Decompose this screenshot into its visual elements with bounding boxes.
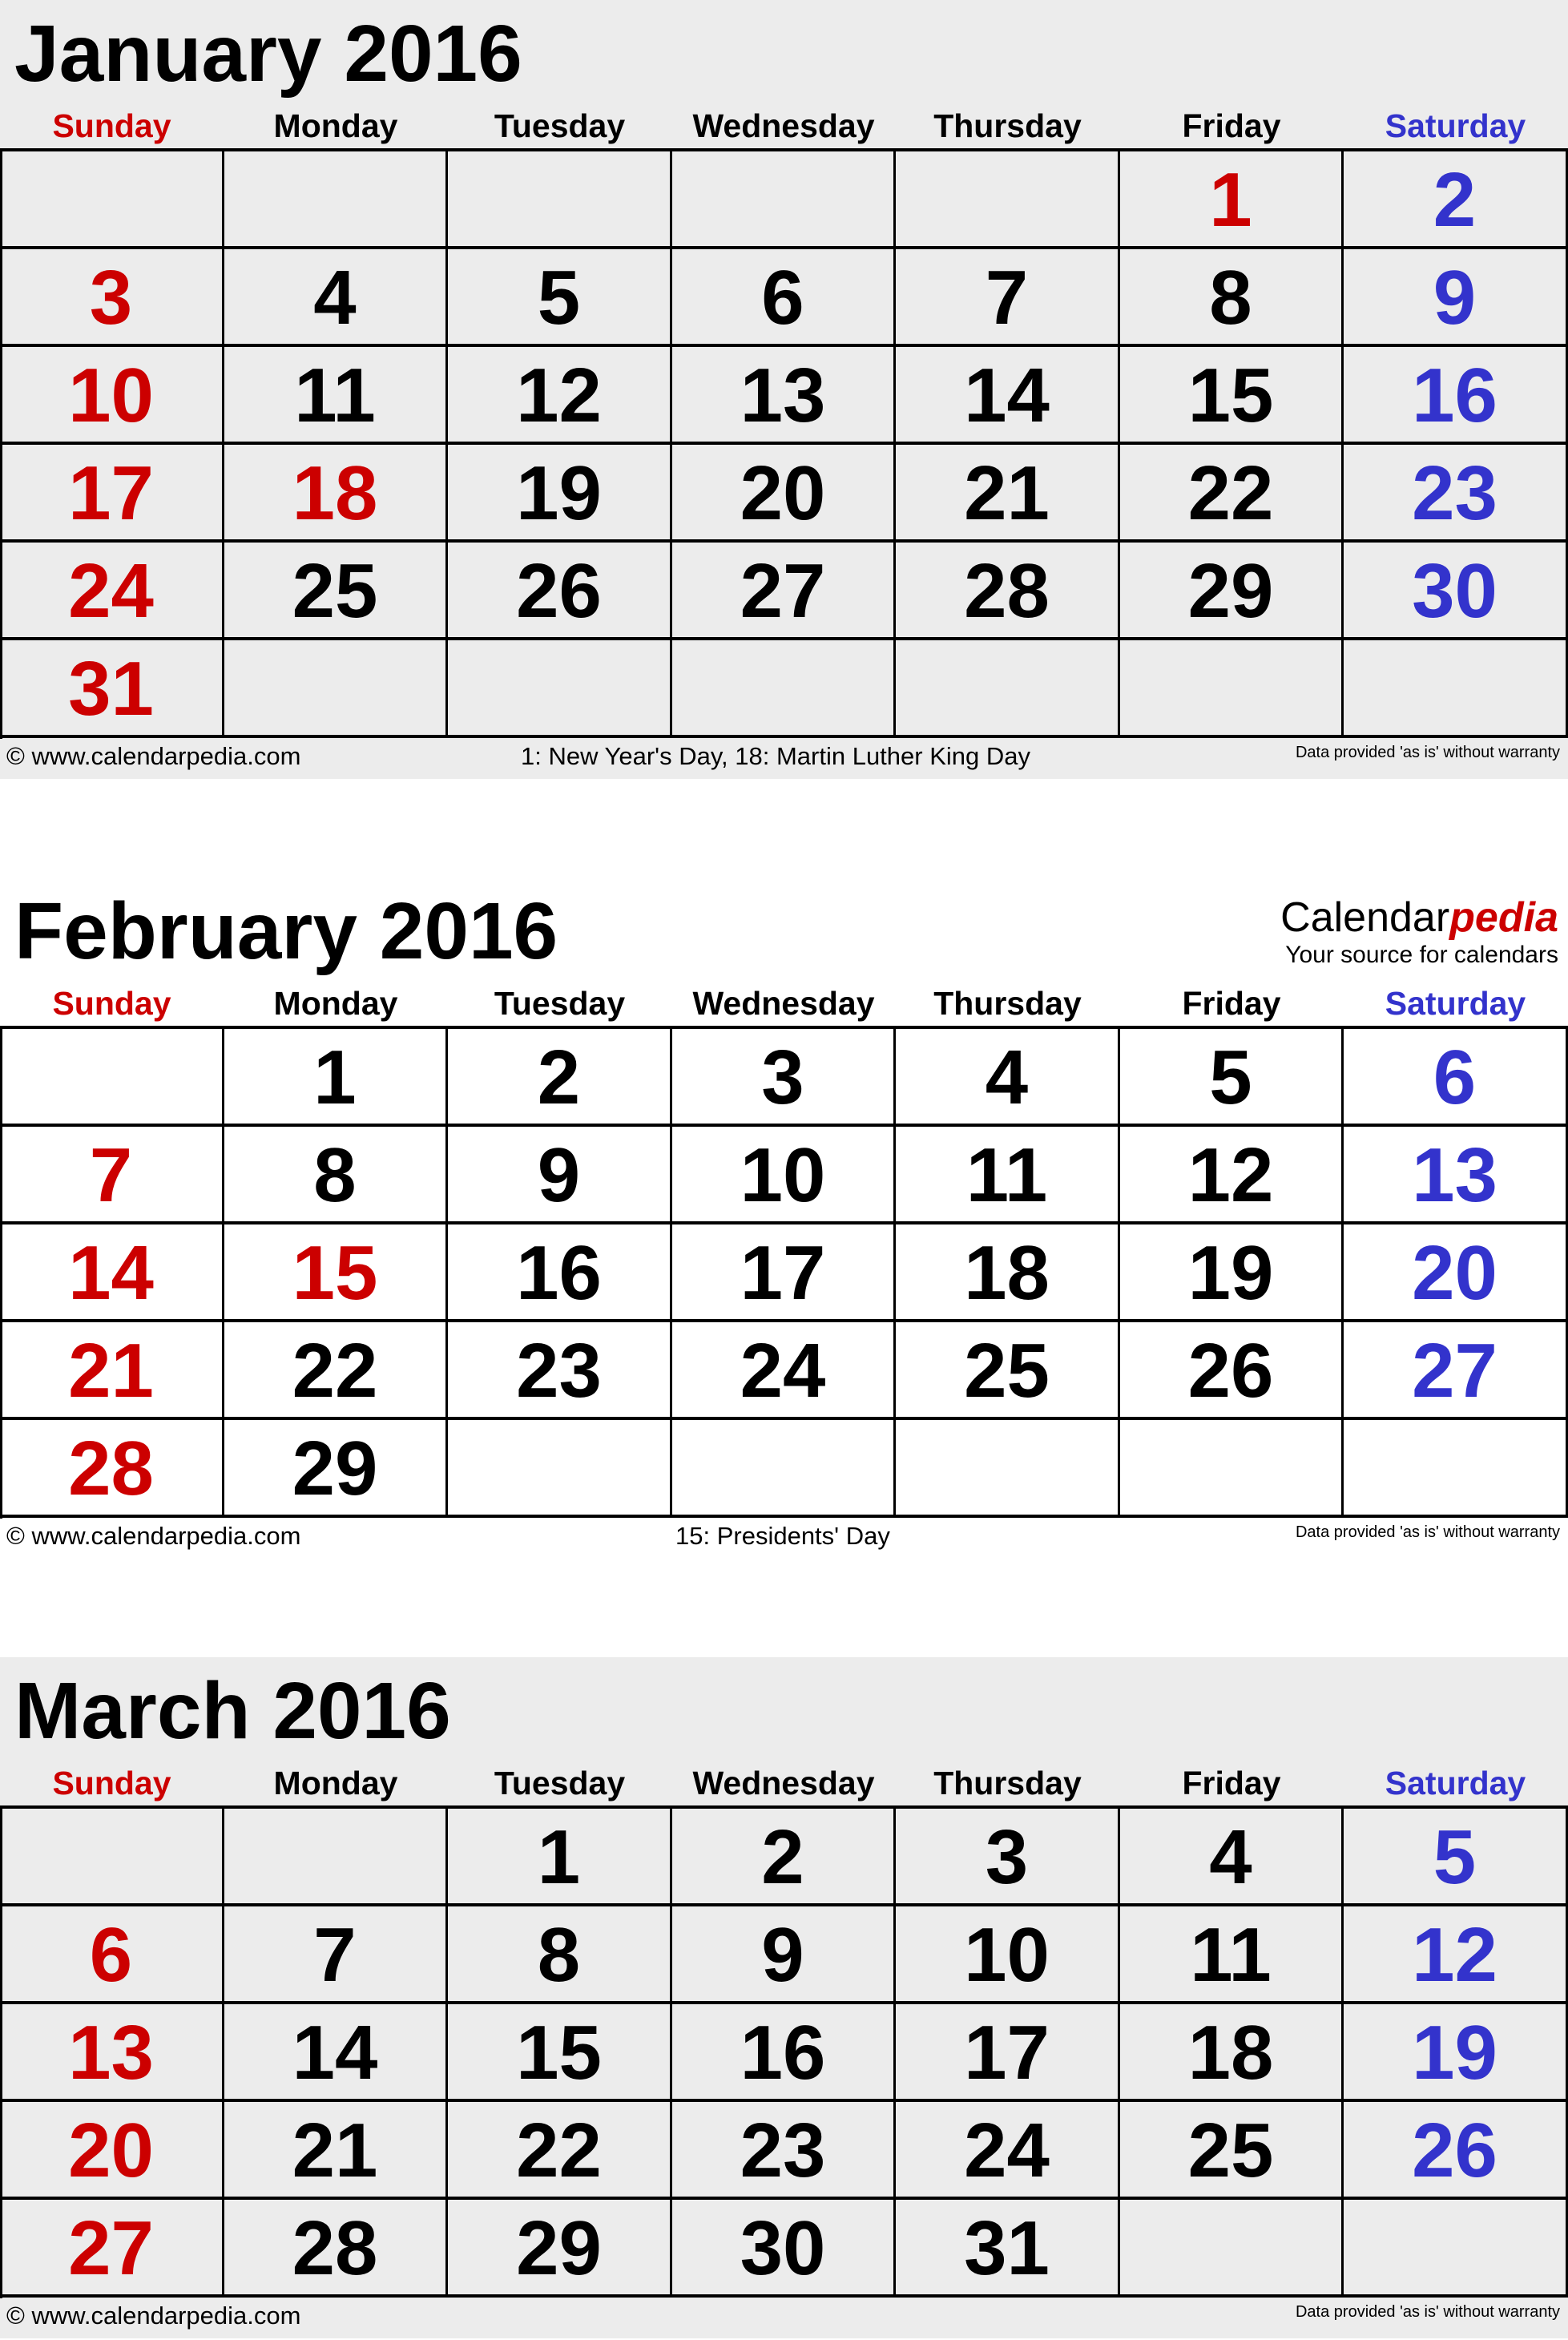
weekday-tuesday: Tuesday [494, 985, 626, 1022]
day-number: 2 [537, 1035, 581, 1120]
day-cell [1344, 1906, 1568, 2004]
day-number: 25 [292, 548, 378, 634]
empty-day-cell [896, 1420, 1120, 1518]
empty-day-cell [1120, 1420, 1344, 1518]
day-number: 26 [1187, 1328, 1274, 1414]
empty-day-cell [1344, 1420, 1568, 1518]
weekday-thursday: Thursday [933, 985, 1082, 1022]
day-number: 12 [1412, 1912, 1497, 1998]
weekday-thursday: Thursday [933, 107, 1082, 144]
day-cell [672, 2200, 896, 2298]
day-number: 21 [68, 1328, 154, 1414]
day-number: 29 [516, 2205, 602, 2291]
day-cell [1344, 1224, 1568, 1322]
day-cell [224, 543, 448, 640]
empty-day-cell [0, 151, 224, 249]
weekday-saturday: Saturday [1385, 1765, 1526, 1801]
day-cell [896, 1029, 1120, 1127]
day-number: 6 [761, 255, 804, 341]
day-cell [224, 1127, 448, 1224]
day-number: 31 [68, 646, 154, 732]
empty-day-cell [672, 1420, 896, 1518]
day-cell [1344, 151, 1568, 249]
day-number: 3 [89, 255, 133, 341]
day-cell [1120, 1127, 1344, 1224]
day-number: 20 [740, 450, 826, 536]
day-cell [896, 543, 1120, 640]
day-cell [0, 347, 224, 445]
day-cell [672, 1322, 896, 1420]
day-cell [1344, 1322, 1568, 1420]
day-number: 12 [1187, 1132, 1274, 1218]
day-cell [672, 1906, 896, 2004]
day-cell [224, 2004, 448, 2102]
day-cell [1344, 347, 1568, 445]
day-number: 27 [740, 548, 826, 634]
day-number: 1 [313, 1035, 357, 1120]
day-number: 16 [1412, 353, 1497, 438]
day-cell [1344, 1029, 1568, 1127]
day-cell [672, 543, 896, 640]
day-cell [896, 1809, 1120, 1906]
day-number: 15 [292, 1230, 378, 1316]
day-cell [224, 1224, 448, 1322]
calendar-grid [0, 148, 1568, 739]
day-number: 31 [964, 2205, 1050, 2291]
day-cell [896, 347, 1120, 445]
day-cell [448, 2200, 672, 2298]
day-number: 29 [292, 1426, 378, 1511]
weekday-header-row [0, 104, 1568, 148]
day-number: 20 [68, 2108, 154, 2193]
day-cell [1120, 1322, 1344, 1420]
day-cell [672, 2004, 896, 2102]
day-number: 5 [537, 255, 581, 341]
day-cell [1120, 445, 1344, 543]
day-number: 7 [313, 1912, 357, 1998]
day-number: 23 [740, 2108, 826, 2193]
day-number: 16 [516, 1230, 602, 1316]
day-number: 25 [1187, 2108, 1274, 2193]
day-number: 13 [740, 353, 826, 438]
day-number: 14 [292, 2010, 378, 2096]
day-number: 7 [985, 255, 1029, 341]
day-cell [0, 249, 224, 347]
day-cell [448, 1127, 672, 1224]
weekday-sunday: Sunday [52, 107, 171, 144]
day-cell [0, 1224, 224, 1322]
day-cell [448, 249, 672, 347]
day-number: 10 [964, 1912, 1050, 1998]
weekday-tuesday: Tuesday [494, 1765, 626, 1801]
day-number: 8 [537, 1912, 581, 1998]
day-number: 19 [1412, 2010, 1497, 2096]
weekday-sunday: Sunday [52, 985, 171, 1022]
day-number: 6 [1433, 1035, 1477, 1120]
empty-day-cell [224, 640, 448, 738]
day-cell [0, 2102, 224, 2200]
day-number: 1 [537, 1814, 581, 1900]
day-number: 6 [89, 1912, 133, 1998]
disclaimer: Data provided 'as is' without warranty [1295, 1523, 1560, 1541]
day-cell [448, 1322, 672, 1420]
calendarpedia-logo [1280, 894, 1558, 969]
empty-day-cell [672, 640, 896, 738]
day-cell [448, 347, 672, 445]
day-number: 18 [964, 1230, 1050, 1316]
day-number: 9 [537, 1132, 581, 1218]
day-cell [0, 543, 224, 640]
website-credit: © www.calendarpedia.com [6, 1522, 301, 1550]
day-cell [448, 1809, 672, 1906]
weekday-friday: Friday [1182, 107, 1281, 144]
day-number: 14 [964, 353, 1050, 438]
weekday-sunday: Sunday [52, 1765, 171, 1801]
disclaimer: Data provided 'as is' without warranty [1295, 744, 1560, 761]
day-cell [896, 1322, 1120, 1420]
day-number: 5 [1433, 1814, 1477, 1900]
day-number: 23 [1412, 450, 1497, 536]
day-cell [1344, 1127, 1568, 1224]
weekday-thursday: Thursday [933, 1765, 1082, 1801]
day-cell [448, 1029, 672, 1127]
day-number: 19 [516, 450, 602, 536]
day-cell [0, 640, 224, 738]
weekday-tuesday: Tuesday [494, 107, 626, 144]
day-number: 22 [516, 2108, 602, 2193]
day-cell [224, 347, 448, 445]
day-number: 26 [516, 548, 602, 634]
day-cell [896, 1127, 1120, 1224]
day-number: 9 [761, 1912, 804, 1998]
day-number: 24 [68, 548, 154, 634]
day-cell [0, 1127, 224, 1224]
empty-day-cell [896, 151, 1120, 249]
day-number: 28 [292, 2205, 378, 2291]
day-number: 30 [1412, 548, 1497, 634]
day-number: 8 [313, 1132, 357, 1218]
weekday-friday: Friday [1182, 1765, 1281, 1801]
website-credit: © www.calendarpedia.com [6, 742, 301, 770]
brand-name-accent: pedia [1449, 894, 1558, 941]
day-cell [224, 1322, 448, 1420]
day-number: 27 [1412, 1328, 1497, 1414]
day-cell [1120, 1029, 1344, 1127]
day-number: 28 [964, 548, 1050, 634]
empty-day-cell [1120, 2200, 1344, 2298]
day-number: 17 [68, 450, 154, 536]
day-number: 5 [1209, 1035, 1252, 1120]
day-number: 13 [1412, 1132, 1497, 1218]
day-number: 4 [985, 1035, 1029, 1120]
empty-day-cell [1120, 640, 1344, 738]
day-cell [1344, 2102, 1568, 2200]
day-number: 4 [1209, 1814, 1252, 1900]
day-cell [1344, 2004, 1568, 2102]
day-number: 23 [516, 1328, 602, 1414]
empty-day-cell [224, 151, 448, 249]
day-number: 17 [740, 1230, 826, 1316]
day-cell [1120, 1224, 1344, 1322]
month-title: February 2016 [14, 886, 558, 976]
day-cell [224, 2102, 448, 2200]
day-number: 12 [516, 353, 602, 438]
day-cell [0, 1906, 224, 2004]
day-number: 14 [68, 1230, 154, 1316]
day-cell [672, 1809, 896, 1906]
empty-day-cell [896, 640, 1120, 738]
day-cell [0, 1420, 224, 1518]
day-cell [224, 445, 448, 543]
weekday-friday: Friday [1182, 985, 1281, 1022]
calendar-grid [0, 1805, 1568, 2298]
empty-day-cell [448, 640, 672, 738]
day-cell [0, 445, 224, 543]
weekday-wednesday: Wednesday [692, 1765, 875, 1801]
calendar-grid [0, 1026, 1568, 1519]
day-number: 16 [740, 2010, 826, 2096]
empty-day-cell [0, 1809, 224, 1906]
day-number: 3 [761, 1035, 804, 1120]
day-number: 11 [1190, 1912, 1272, 1998]
day-cell [0, 2200, 224, 2298]
day-cell [672, 445, 896, 543]
day-number: 24 [964, 2108, 1050, 2193]
weekday-monday: Monday [273, 985, 398, 1022]
day-number: 24 [740, 1328, 826, 1414]
disclaimer: Data provided 'as is' without warranty [1295, 2303, 1560, 2321]
day-cell [448, 2004, 672, 2102]
day-cell [1120, 1906, 1344, 2004]
day-number: 13 [68, 2010, 154, 2096]
empty-day-cell [1344, 2200, 1568, 2298]
day-number: 7 [89, 1132, 133, 1218]
day-cell [896, 2102, 1120, 2200]
day-cell [896, 1906, 1120, 2004]
day-number: 11 [965, 1132, 1048, 1218]
day-cell [896, 2200, 1120, 2298]
month-footer [0, 739, 1568, 779]
day-cell [448, 543, 672, 640]
day-number: 28 [68, 1426, 154, 1511]
day-number: 3 [985, 1814, 1029, 1900]
day-cell [896, 1224, 1120, 1322]
day-cell [1344, 1809, 1568, 1906]
day-cell [448, 1906, 672, 2004]
month-footer [0, 2298, 1568, 2338]
day-cell [896, 445, 1120, 543]
day-cell [1344, 543, 1568, 640]
day-cell [1120, 347, 1344, 445]
day-cell [1344, 445, 1568, 543]
day-cell [224, 1906, 448, 2004]
month-footer [0, 1519, 1568, 1559]
day-cell [672, 347, 896, 445]
day-number: 19 [1187, 1230, 1274, 1316]
website-credit: © www.calendarpedia.com [6, 2302, 301, 2330]
day-cell [672, 1127, 896, 1224]
holiday-note: 15: Presidents' Day [675, 1522, 890, 1550]
day-cell [224, 2200, 448, 2298]
empty-day-cell [672, 151, 896, 249]
day-cell [672, 1224, 896, 1322]
day-number: 20 [1412, 1230, 1497, 1316]
day-number: 30 [740, 2205, 826, 2291]
empty-day-cell [224, 1809, 448, 1906]
weekday-header-row [0, 1761, 1568, 1805]
day-number: 21 [964, 450, 1050, 536]
day-cell [224, 1420, 448, 1518]
day-number: 2 [1433, 157, 1477, 243]
day-number: 21 [292, 2108, 378, 2193]
day-cell [672, 2102, 896, 2200]
month-title: January 2016 [14, 9, 522, 99]
day-number: 22 [292, 1328, 378, 1414]
day-number: 10 [68, 353, 154, 438]
day-cell [224, 1029, 448, 1127]
day-number: 9 [1433, 255, 1477, 341]
month-title: March 2016 [14, 1666, 451, 1756]
day-number: 8 [1209, 255, 1252, 341]
day-cell [0, 1322, 224, 1420]
weekday-monday: Monday [273, 107, 398, 144]
empty-day-cell [448, 151, 672, 249]
weekday-wednesday: Wednesday [692, 985, 875, 1022]
day-number: 2 [761, 1814, 804, 1900]
day-cell [1120, 543, 1344, 640]
day-cell [224, 249, 448, 347]
day-cell [896, 249, 1120, 347]
day-number: 10 [740, 1132, 826, 1218]
weekday-wednesday: Wednesday [692, 107, 875, 144]
day-cell [672, 1029, 896, 1127]
day-number: 29 [1187, 548, 1274, 634]
holiday-note: 1: New Year's Day, 18: Martin Luther King Day [521, 742, 1030, 770]
day-number: 22 [1187, 450, 1274, 536]
day-number: 25 [964, 1328, 1050, 1414]
day-cell [0, 2004, 224, 2102]
day-number: 17 [964, 2010, 1050, 2096]
weekday-header-row [0, 982, 1568, 1026]
day-number: 4 [313, 255, 357, 341]
day-cell [672, 249, 896, 347]
day-cell [448, 2102, 672, 2200]
day-number: 26 [1412, 2108, 1497, 2193]
day-cell [1344, 249, 1568, 347]
day-cell [896, 2004, 1120, 2102]
weekday-saturday: Saturday [1385, 985, 1526, 1022]
empty-day-cell [1344, 640, 1568, 738]
day-number: 18 [292, 450, 378, 536]
brand-name [1280, 894, 1558, 942]
day-cell [1120, 2004, 1344, 2102]
brand-tagline: Your source for calendars [1285, 942, 1558, 968]
day-cell [1120, 249, 1344, 347]
day-number: 18 [1187, 2010, 1274, 2096]
day-cell [1120, 1809, 1344, 1906]
day-cell [1120, 2102, 1344, 2200]
day-cell [1120, 151, 1344, 249]
weekday-saturday: Saturday [1385, 107, 1526, 144]
weekday-monday: Monday [273, 1765, 398, 1801]
empty-day-cell [448, 1420, 672, 1518]
day-cell [448, 445, 672, 543]
empty-day-cell [0, 1029, 224, 1127]
brand-name-prefix: Calendar [1280, 894, 1450, 941]
day-number: 15 [516, 2010, 602, 2096]
day-number: 1 [1209, 157, 1252, 243]
day-cell [448, 1224, 672, 1322]
day-number: 27 [68, 2205, 154, 2291]
day-number: 15 [1187, 353, 1274, 438]
day-number: 11 [294, 353, 376, 438]
